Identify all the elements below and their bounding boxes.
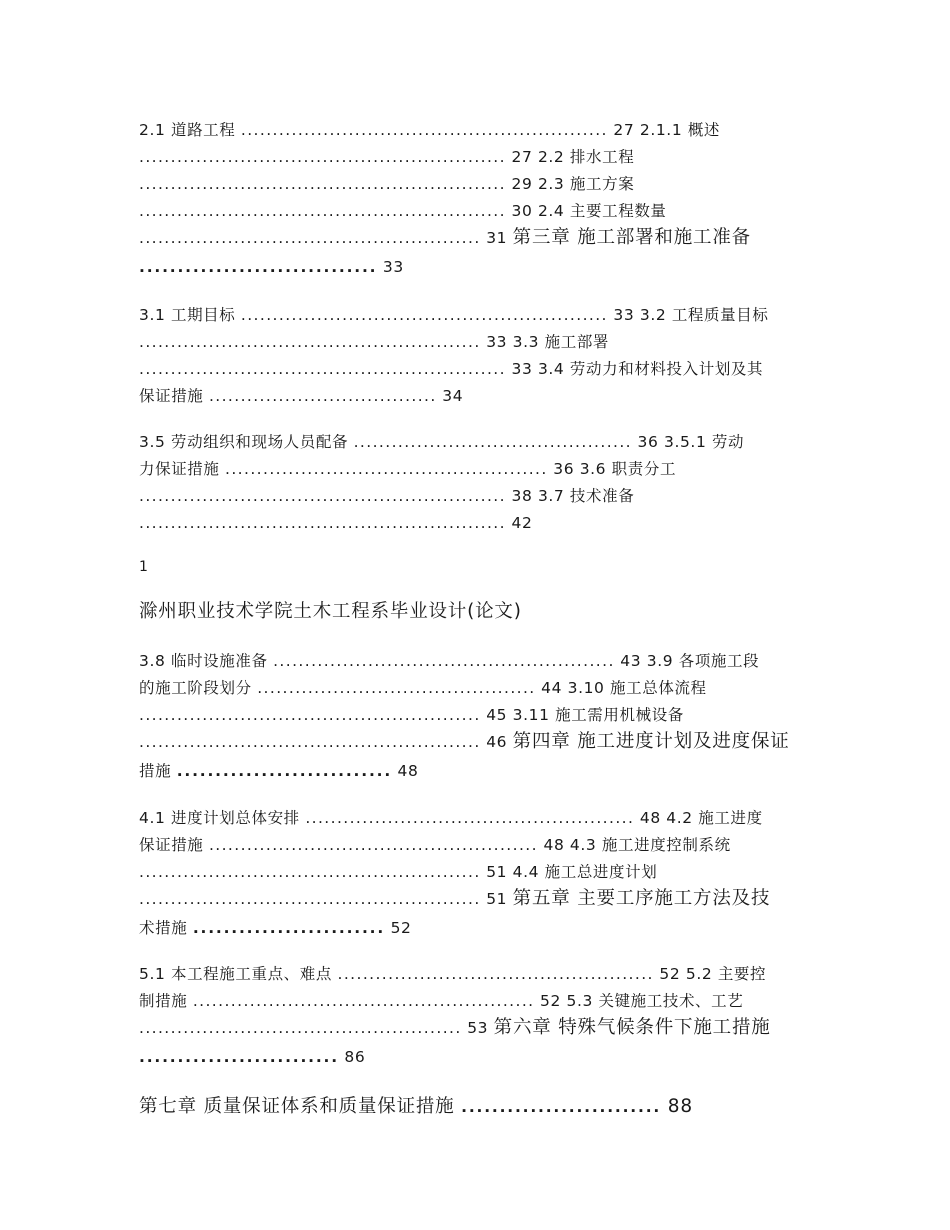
toc-entry <box>139 432 744 452</box>
toc-text: 33 <box>377 258 404 276</box>
toc-entry <box>139 174 634 194</box>
dot-leader: .......................................................... <box>139 360 506 378</box>
toc-text: 力保证措施 <box>139 460 226 478</box>
toc-entry <box>139 120 720 140</box>
toc-text: 45 3.11 施工需用机械设备 <box>480 706 684 724</box>
toc-entry <box>139 332 609 352</box>
dot-leader: .................................................. <box>337 965 654 983</box>
dot-leader: .................................................... <box>208 836 538 854</box>
toc-text: 2.1 道路工程 <box>139 121 241 139</box>
toc-text: 3.5 劳动组织和现场人员配备 <box>139 433 354 451</box>
toc-entry <box>139 651 759 671</box>
toc-text: 27 2.2 排水工程 <box>505 148 635 166</box>
dot-leader: ...................................................... <box>192 992 535 1010</box>
toc-text: 34 <box>436 387 464 405</box>
toc-entry <box>139 991 743 1011</box>
toc-text: 3.1 工期目标 <box>139 306 241 324</box>
dot-leader: ...................................................... <box>139 863 481 881</box>
dot-leader: ...................................................... <box>273 652 615 670</box>
dot-leader: ...................................................... <box>139 706 481 724</box>
dot-leader: ...................................................... <box>139 890 481 908</box>
chapter-title: 第四章 施工进度计划及进度保证 <box>512 731 790 752</box>
toc-text: 88 <box>661 1096 693 1117</box>
toc-entry <box>139 1018 771 1038</box>
toc-text: 第七章 质量保证体系和质量保证措施 <box>139 1096 462 1117</box>
chapter-title: 第六章 特殊气候条件下施工措施 <box>493 1017 771 1038</box>
dot-leader: .................................... <box>208 387 437 405</box>
dot-leader: ............................ <box>176 762 393 780</box>
toc-entry <box>139 305 768 325</box>
dot-leader: ................................................... <box>225 460 548 478</box>
toc-text: 29 2.3 施工方案 <box>505 175 635 193</box>
toc-text: 27 2.1.1 概述 <box>607 121 721 139</box>
dot-leader: ......................... <box>192 919 386 937</box>
toc-entry <box>139 862 657 882</box>
dot-leader: .......................... <box>139 1048 339 1066</box>
dot-leader: .......................................................... <box>139 175 506 193</box>
dot-leader: .......................................................... <box>240 121 608 139</box>
dot-leader: ...................................................... <box>139 733 481 751</box>
toc-text: 48 4.3 施工进度控制系统 <box>537 836 731 854</box>
toc-entry <box>139 513 532 533</box>
toc-text: 52 5.3 关键施工技术、工艺 <box>534 992 744 1010</box>
toc-text: 5.1 本工程施工重点、难点 <box>139 965 338 983</box>
toc-entry <box>139 1097 693 1117</box>
toc-text: 31 <box>480 229 513 247</box>
toc-text: 36 3.5.1 劳动 <box>632 433 745 451</box>
toc-text: 86 <box>338 1048 366 1066</box>
toc-text: 保证措施 <box>139 387 209 405</box>
toc-text: 保证措施 <box>139 836 209 854</box>
dot-leader: ...................................................... <box>139 229 481 247</box>
toc-entry <box>139 761 418 781</box>
dot-leader: ................................................... <box>139 1019 462 1037</box>
toc-text: 52 5.2 主要控 <box>653 965 767 983</box>
toc-entry <box>139 835 731 855</box>
page-number: 1 <box>139 559 149 575</box>
toc-text: 的施工阶段划分 <box>139 679 258 697</box>
toc-entry <box>139 678 707 698</box>
toc-text: 制措施 <box>139 992 193 1010</box>
dot-leader: .......................... <box>461 1098 662 1116</box>
toc-text: 51 4.4 施工总进度计划 <box>480 863 658 881</box>
dot-leader: .......................................................... <box>139 514 506 532</box>
chapter-title: 第五章 主要工序施工方法及技 <box>512 888 771 909</box>
toc-text: 43 3.9 各项施工段 <box>614 652 760 670</box>
dot-leader: .......................................................... <box>240 306 608 324</box>
toc-text: 4.1 进度计划总体安排 <box>139 809 306 827</box>
toc-entry <box>139 459 676 479</box>
toc-text: 措施 <box>139 762 177 780</box>
toc-text: 46 <box>480 733 513 751</box>
toc-text: 52 <box>385 919 412 937</box>
dot-leader: ............................................ <box>257 679 536 697</box>
toc-text: 38 3.7 技术准备 <box>505 487 635 505</box>
dot-leader: ............................................ <box>353 433 632 451</box>
toc-entry <box>139 1047 365 1067</box>
running-header: 滁州职业技术学院土木工程系毕业设计(论文) <box>139 601 522 622</box>
toc-text: 33 3.2 工程质量目标 <box>607 306 769 324</box>
toc-text: 48 4.2 施工进度 <box>634 809 763 827</box>
toc-text: 42 <box>505 514 533 532</box>
toc-text: 36 3.6 职责分工 <box>547 460 677 478</box>
toc-entry <box>139 918 412 938</box>
toc-text: 51 <box>480 890 513 908</box>
toc-entry <box>139 386 463 406</box>
chapter-title: 第三章 施工部署和施工准备 <box>512 227 751 248</box>
toc-entry <box>139 486 634 506</box>
dot-leader: .......................................................... <box>139 202 506 220</box>
toc-text: 术措施 <box>139 919 193 937</box>
dot-leader: ...................................................... <box>139 333 481 351</box>
toc-entry <box>139 705 684 725</box>
toc-entry <box>139 147 634 167</box>
toc-entry <box>139 964 766 984</box>
toc-text: 30 2.4 主要工程数量 <box>505 202 667 220</box>
toc-text: 33 3.4 劳动力和材料投入计划及其 <box>505 360 764 378</box>
toc-text: 48 <box>392 762 419 780</box>
toc-text: 44 3.10 施工总体流程 <box>535 679 707 697</box>
dot-leader: ............................... <box>139 258 378 276</box>
dot-leader: .................................................... <box>305 809 635 827</box>
toc-entry <box>139 889 770 909</box>
toc-entry <box>139 201 667 221</box>
toc-entry <box>139 257 404 277</box>
toc-entry <box>139 732 790 752</box>
toc-text: 33 3.3 施工部署 <box>480 333 610 351</box>
toc-text: 3.8 临时设施准备 <box>139 652 274 670</box>
toc-entry <box>139 359 763 379</box>
toc-entry <box>139 228 751 248</box>
toc-text: 53 <box>461 1019 494 1037</box>
dot-leader: .......................................................... <box>139 487 506 505</box>
dot-leader: .......................................................... <box>139 148 506 166</box>
toc-entry <box>139 808 763 828</box>
